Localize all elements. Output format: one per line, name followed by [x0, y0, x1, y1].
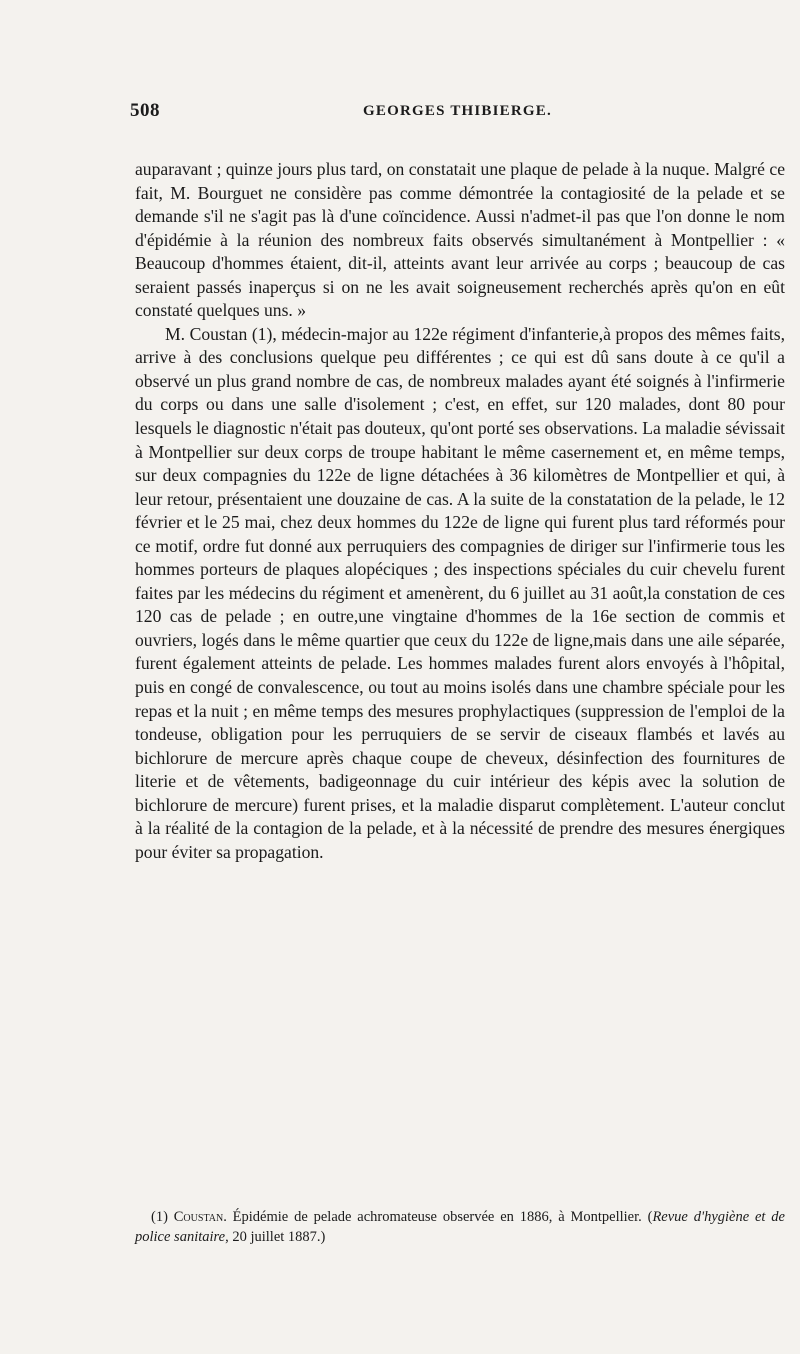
footnote-author: Coustan.	[173, 1209, 227, 1225]
body-text	[135, 158, 785, 864]
footnote-date: , 20 juillet 1887.)	[225, 1229, 326, 1245]
paragraph: M. Coustan (1), médecin-major au 122e régiment d'infanterie,à propos des mêmes faits, arrive à des conclusions quelque peu différentes ; ce qui est dû sans doute à ce qu'il a observé un plus grand nombre de cas, de nombreux malades ayant été soignés à l'infirmerie du corps ou dans une salle d'isolement ; c'est, en effet, sur 120 malades, dont 80 pour lesquels le diagnostic n'était pas douteux, qu'ont porté ses observations. La maladie sévissait à Montpellier sur deux corps de troupe habitant le même casernement et, en même temps, sur deux compagnies du 122e de ligne détachées à 36 kilomètres de Montpellier et qui, à leur retour, présentaient une douzaine de cas. A la suite de la constatation de la pelade, le 12 février et le 25 mai, chez deux hommes du 122e de ligne qui furent plus tard réformés pour ce motif, ordre fut donné aux perruquiers des compagnies de diriger sur l'infirmerie tous les hommes porteurs de plaques alopéciques ; des inspections spéciales du cuir chevelu furent faites par les médecins du régiment et amenèrent, du 6 juillet au 31 août,la constation de ces 120 cas de pelade ; en outre,une vingtaine d'hommes de la 16e section de commis et ouvriers, logés dans le même quartier que ceux du 122e de ligne,mais dans une aile séparée, furent également atteints de pelade. Les hommes malades furent alors envoyés à l'hôpital, puis en congé de convalescence, ou tout au moins isolés dans une chambre spéciale pour les repas et la nuit ; en même temps des mesures prophylactiques (suppression de l'emploi de la tondeuse, obligation pour les perruquiers de se servir de ciseaux flambés et lavés au bichlorure de mercure après chaque coupe de cheveux, désinfection des fournitures de literie et de vêtements, badigeonnage du cuir intérieur des képis avec la solution de bichlorure de mercure) furent prises, et la maladie disparut complètement. L'auteur conclut à la réalité de la contagion de la pelade, et à la nécessité de prendre des mesures énergiques pour éviter sa propagation.	[135, 323, 785, 862]
footnote-marker: (1)	[151, 1209, 174, 1225]
page-header	[130, 100, 785, 130]
paragraph: auparavant ; quinze jours plus tard, on constatait une plaque de pelade à la nuque. Malgré ce fait, M. Bourguet ne considère pas comme démontrée la contagiosité de la pelade et se demande s'il ne s'agit pas là d'une coïncidence. Aussi n'admet-il pas que l'on donne le nom d'épidémie à la réunion des nombreux faits observés simultanément à Montpellier : « Beaucoup d'hommes étaient, dit-il, atteints avant leur arrivée au corps ; beaucoup de cas seraient passés inaperçus si on ne les avait soigneusement recherchés après qu'on en eût constaté quelques uns. »	[135, 159, 785, 321]
footnote	[135, 1207, 785, 1247]
footnote-text	[135, 1207, 785, 1247]
footnote-title: Épidémie de pelade achromateuse observée en 1886, à Montpellier. (	[226, 1209, 653, 1225]
footnote-journal: Revue d'hygiène et de police sanitaire	[135, 1209, 785, 1245]
page-number: 508	[130, 100, 160, 121]
running-head: GEORGES THIBIERGE.	[363, 103, 552, 119]
